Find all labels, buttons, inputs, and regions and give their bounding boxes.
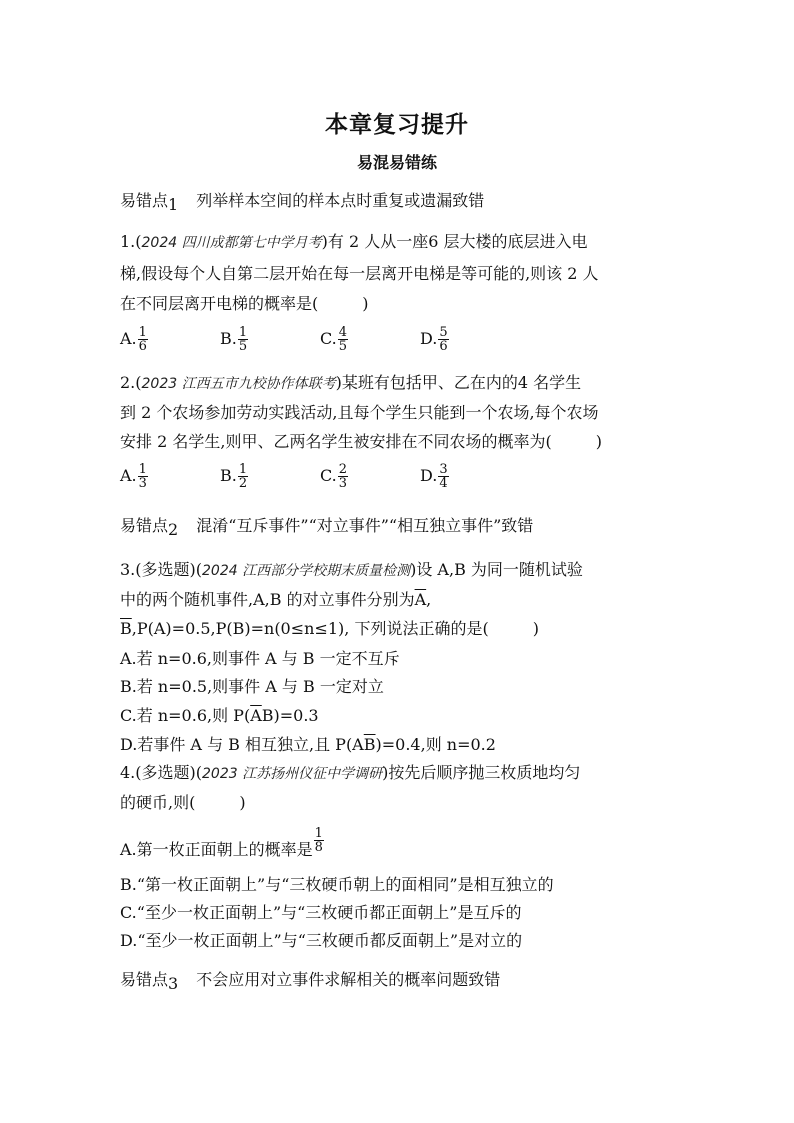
option-d: D. $\frac{3}{4}$ [420,462,448,491]
error-point-heading-1: 易错点1 列举样本空间的样本点时重复或遗漏致错 [120,191,485,214]
question-3-option-b: B.若 n=0.5,则事件 A 与 B 一定对立 [120,677,384,696]
error-point-heading-3: 易错点3 不会应用对立事件求解相关的概率问题致错 [120,970,501,993]
section-subtitle: 易混易错练 [356,153,437,172]
question-2-line-2: 到 2 个农场参加劳动实践活动,且每个学生只能到一个农场,每个农场 [120,403,599,422]
question-1-line-1: 1.(2024 四川成都第七中学月考)有 2 人从一座6 层大楼的底层进入电 [120,232,588,251]
fraction: $\frac{1}{6}$ [138,325,147,354]
question-source: 2023 江西五市九校协作体联考 [141,376,336,392]
question-4-option-d: D.“至少一枚正面朝上”与“三枚硬币都反面朝上”是对立的 [120,931,523,950]
question-4-option-b: B.“第一枚正面朝上”与“三枚硬币朝上的面相同”是相互独立的 [120,875,554,894]
question-4-option-a: A.第一枚正面朝上的概率是 $\frac{1}{8}$ [120,826,323,859]
page-title: 本章复习提升 [325,112,469,138]
option-b: B. $\frac{1}{2}$ [220,462,248,491]
option-a: A. $\frac{1}{3}$ [120,462,147,491]
option-d: D. $\frac{5}{6}$ [420,325,448,354]
question-3-option-d: D.若事件 A 与 B 相互独立,且 $P(A\overline{B})=0.4$,则 n=0.2 [120,735,496,754]
question-3-option-c: C.若 n=0.6,则 $P(\overline{A}B)=0.3$ [120,706,319,725]
question-source: 2024 四川成都第七中学月考 [141,235,322,251]
option-b: B. $\frac{1}{5}$ [220,325,248,354]
fraction: $\frac{3}{4}$ [439,462,448,491]
question-4-option-c: C.“至少一枚正面朝上”与“三枚硬币都正面朝上”是互斥的 [120,903,522,922]
option-c: C. $\frac{4}{5}$ [320,325,348,354]
question-3-line-3: $\overline{B},P(A)=0.5,P(B)=n(0\le n\le 1)$, 下列说法正确的是( ) [120,619,539,638]
option-c: C. $\frac{2}{3}$ [320,462,348,491]
fraction: $\frac{1}{8}$ [314,826,323,855]
option-a: A. $\frac{1}{6}$ [120,325,147,354]
question-1-line-2: 梯,假设每个人自第二层开始在每一层离开电梯是等可能的,则该 2 人 [120,264,599,283]
question-source: 2023 江苏扬州仪征中学调研 [202,766,383,782]
fraction: $\frac{5}{6}$ [439,325,448,354]
question-source: 2024 江西部分学校期末质量检测 [202,563,411,579]
question-2-options [120,463,520,490]
question-3-line-1: 3.(多选题)(2024 江西部分学校期末质量检测)设 A,B 为同一随机试验 [120,560,583,579]
question-2-line-1: 2.(2023 江西五市九校协作体联考)某班有包括甲、乙在内的4 名学生 [120,373,582,392]
question-3-line-2: 中的两个随机事件,A,B 的对立事件分别为$\overline{A}$, [120,590,432,609]
question-4-line-1: 4.(多选题)(2023 江苏扬州仪征中学调研)按先后顺序抛三枚质地均匀 [120,763,581,782]
fraction: $\frac{4}{5}$ [338,325,348,354]
question-1-line-3: 在不同层离开电梯的概率是( ) [120,294,369,313]
fraction: $\frac{1}{3}$ [138,462,147,491]
question-2-line-3: 安排 2 名学生,则甲、乙两名学生被安排在不同农场的概率为( ) [120,432,602,451]
error-point-heading-2: 易错点2 混淆“互斥事件”“对立事件”“相互独立事件”致错 [120,516,534,539]
question-1-options [120,326,520,353]
fraction: $\frac{1}{5}$ [238,325,248,354]
question-4-line-2: 的硬币,则( ) [120,793,246,812]
fraction: $\frac{2}{3}$ [338,462,348,491]
fraction: $\frac{1}{2}$ [238,462,248,491]
question-3-option-a: A.若 n=0.6,则事件 A 与 B 一定不互斥 [120,649,400,668]
